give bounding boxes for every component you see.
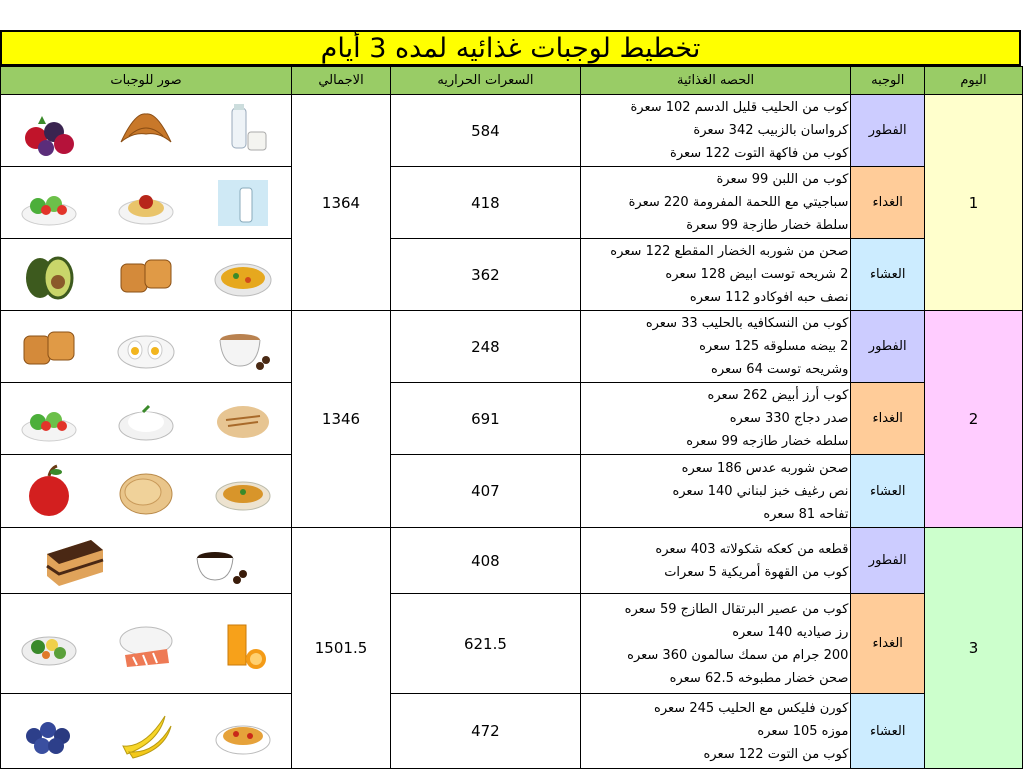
toast-icon <box>115 246 177 304</box>
day-number: 1 <box>924 95 1022 311</box>
day-number: 3 <box>924 528 1022 769</box>
header-total: الاجمالي <box>291 67 390 95</box>
day-total: 1364 <box>291 95 390 311</box>
spaghetti-icon <box>115 174 177 232</box>
portion-item: صدر دجاج 330 سعره <box>729 411 849 426</box>
meal-calories: 472 <box>391 694 581 769</box>
header-calories: السعرات الحراريه <box>391 67 581 95</box>
bananas-icon <box>115 702 177 760</box>
meal-calories: 418 <box>391 167 581 239</box>
orange-juice-icon <box>212 615 274 673</box>
header-day: اليوم <box>924 67 1022 95</box>
milk-icon <box>212 102 274 160</box>
meal-row <box>1 594 1023 694</box>
meal-photos <box>1 239 292 311</box>
portion-item: رز صياديه 140 سعره <box>732 624 849 640</box>
meal-calories: 584 <box>391 95 581 167</box>
portion-item: صحن خضار مطبوخه 62.5 سعره <box>669 670 849 686</box>
salad-icon <box>18 174 80 232</box>
boiled-eggs-icon <box>115 318 177 376</box>
meal-name: العشاء <box>851 694 925 769</box>
meal-name: الغداء <box>851 167 925 239</box>
portion-item: تفاحه 81 سعره <box>763 506 849 522</box>
meal-row <box>1 528 1023 594</box>
meal-calories: 408 <box>391 528 581 594</box>
portion-item: سلطة خضار طازجة 99 سعرة <box>686 218 849 233</box>
portion-item: وشريحه توست 64 سعره <box>711 362 849 377</box>
portion-item: نص رغيف خبز لبناني 140 سعره <box>672 483 849 499</box>
blueberries-icon <box>18 702 80 760</box>
meal-portion <box>580 95 851 167</box>
portion-item: كوب أرز أبيض 262 سعره <box>707 388 849 403</box>
portion-item: قطعه من كعكه شكولاته 403 سعره <box>655 541 849 557</box>
day-total: 1346 <box>291 311 390 528</box>
lentil-soup-icon <box>212 462 274 520</box>
berries-icon <box>18 102 80 160</box>
portion-item: نصف حبه افوكادو 112 سعره <box>689 290 849 305</box>
day-total: 1501.5 <box>291 528 390 769</box>
croissant-icon <box>115 102 177 160</box>
meal-name: الفطور <box>851 311 925 383</box>
meal-portion <box>580 455 851 528</box>
meal-row <box>1 95 1023 167</box>
portion-item: كرواسان بالزبيب 342 سعرة <box>693 123 849 138</box>
portion-item: صحن شوربه عدس 186 سعره <box>681 460 849 476</box>
meal-photos <box>1 455 292 528</box>
avocado-icon <box>18 246 80 304</box>
salad-icon <box>18 390 80 448</box>
meal-portion <box>580 383 851 455</box>
coffee-cup-icon <box>212 318 274 376</box>
chocolate-cake-icon <box>43 532 105 590</box>
meal-photos <box>1 383 292 455</box>
milk-glass-icon <box>212 174 274 232</box>
meal-calories: 621.5 <box>391 594 581 694</box>
meal-name: الغداء <box>851 383 925 455</box>
meal-calories: 691 <box>391 383 581 455</box>
meal-row <box>1 455 1023 528</box>
meal-calories: 362 <box>391 239 581 311</box>
meal-row <box>1 167 1023 239</box>
black-coffee-icon <box>187 532 249 590</box>
meal-portion <box>580 694 851 769</box>
cornflakes-icon <box>212 702 274 760</box>
portion-item: كورن فليكس مع الحليب 245 سعره <box>654 700 849 716</box>
portion-item: كوب من التوت 122 سعره <box>703 746 849 762</box>
portion-item: كوب من القهوة أمريكية 5 سعرات <box>664 564 849 580</box>
portion-item: كوب من عصير البرتقال الطازج 59 سعره <box>624 601 849 617</box>
portion-item: 2 بيضه مسلوقه 125 سعره <box>699 339 849 354</box>
meal-row <box>1 311 1023 383</box>
meal-calories: 407 <box>391 455 581 528</box>
portion-item: كوب من اللبن 99 سعرة <box>716 172 849 187</box>
meal-name: الفطور <box>851 528 925 594</box>
meal-photos <box>1 694 292 769</box>
apple-icon <box>18 462 80 520</box>
rice-icon <box>115 390 177 448</box>
toast-icon <box>18 318 80 376</box>
header-photos: صور للوجبات <box>1 67 292 95</box>
meal-row <box>1 383 1023 455</box>
portion-item: كوب من الحليب قليل الدسم 102 سعرة <box>630 100 849 115</box>
portion-item: كوب من النسكافيه بالحليب 33 سعره <box>645 316 849 331</box>
meal-calories: 248 <box>391 311 581 383</box>
meal-name: الفطور <box>851 95 925 167</box>
meal-portion <box>580 167 851 239</box>
meal-portion <box>580 528 851 594</box>
meal-portion <box>580 594 851 694</box>
cooked-vegetables-icon <box>18 615 80 673</box>
portion-item: صحن من شوربه الخضار المقطع 122 سعره <box>610 244 849 259</box>
meal-row <box>1 239 1023 311</box>
meal-portion <box>580 239 851 311</box>
meal-row <box>1 694 1023 769</box>
meal-photos <box>1 167 292 239</box>
header-meal: الوجبه <box>851 67 925 95</box>
header-portion: الحصه الغذائية <box>580 67 851 95</box>
portion-item: كوب من فاكهة التوت 122 سعرة <box>670 146 849 161</box>
meal-photos <box>1 528 292 594</box>
flatbread-icon <box>115 462 177 520</box>
meal-portion <box>580 311 851 383</box>
portion-item: سباجيتي مع اللحمة المفرومة 220 سعرة <box>628 195 849 210</box>
meal-name: الغداء <box>851 594 925 694</box>
meal-plan-table <box>0 66 1023 769</box>
portion-item: سلطه خضار طازجه 99 سعره <box>686 434 849 449</box>
day-number: 2 <box>924 311 1022 528</box>
meal-name: العشاء <box>851 239 925 311</box>
chicken-breast-icon <box>212 390 274 448</box>
portion-item: 2 شريحه توست ابيض 128 سعره <box>665 267 849 282</box>
meal-photos <box>1 311 292 383</box>
header-row <box>1 67 1023 95</box>
meal-name: العشاء <box>851 455 925 528</box>
soup-icon <box>212 246 274 304</box>
portion-item: 200 جرام من سمك سالمون 360 سعره <box>627 647 849 663</box>
salmon-icon <box>115 615 177 673</box>
meal-photos <box>1 95 292 167</box>
meal-photos <box>1 594 292 694</box>
portion-item: موزه 105 سعره <box>757 723 849 739</box>
page-title: تخطيط لوجبات غذائيه لمده 3 أيام <box>0 30 1021 66</box>
